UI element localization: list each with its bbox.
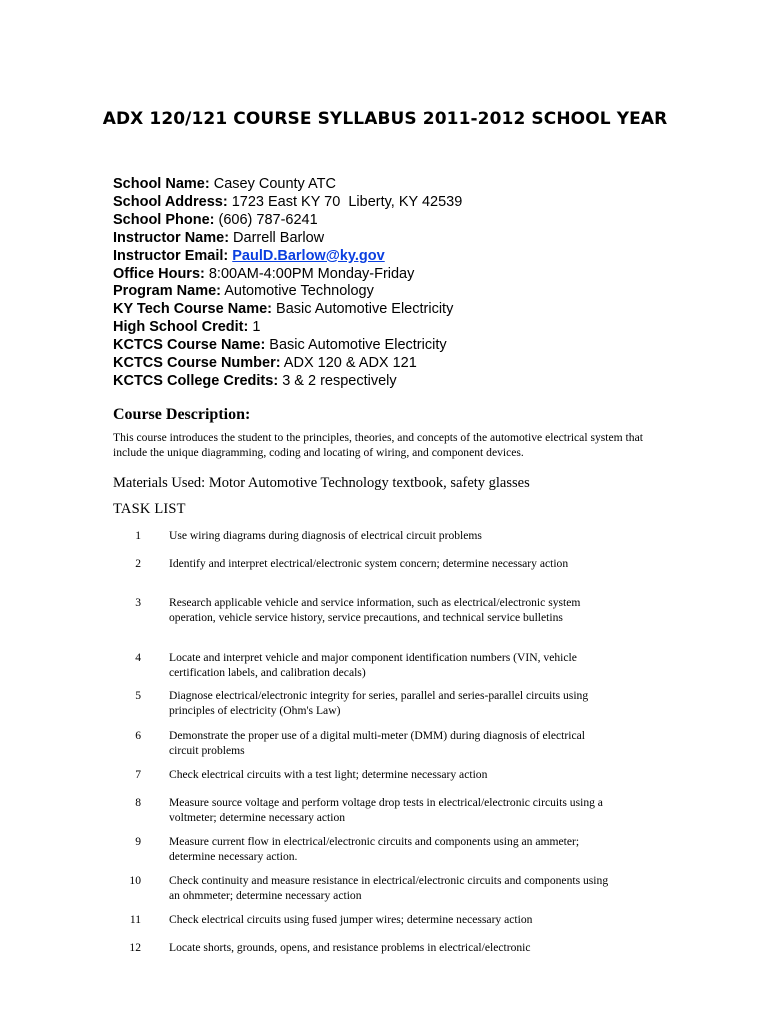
info-row-school-phone <box>113 212 713 230</box>
info-row-school-name <box>113 176 713 194</box>
info-value: (606) 787-6241 <box>214 211 318 228</box>
info-value: Casey County ATC <box>209 176 336 192</box>
info-value: Basic Automotive Electricity <box>272 301 454 318</box>
info-row-kctcs-course-number <box>113 355 713 373</box>
task-text: Diagnose electrical/electronic integrity for series, parallel and series-parallel circuits using principles of electricity (Ohm's Law) <box>169 689 589 717</box>
info-label: KCTCS Course Name: <box>113 337 266 354</box>
task-text: Measure current flow in electrical/electronic circuits and components using an ammeter; determine necessary action. <box>169 835 580 863</box>
task-number: 3 <box>135 596 141 609</box>
task-number: 5 <box>135 689 141 702</box>
info-row-ky-tech-course-name <box>113 301 713 319</box>
task-number: 6 <box>135 729 141 742</box>
info-row-office-hours <box>113 266 713 284</box>
task-number: 7 <box>135 768 141 781</box>
info-value: 1 <box>248 319 261 336</box>
info-label: School Address: <box>113 193 228 210</box>
task-number: 11 <box>129 913 141 926</box>
task-text: Measure source voltage and perform voltage drop tests in electrical/electronic circuits using a voltmeter; determine necessary action <box>169 796 603 824</box>
materials-used: Materials Used: Motor Automotive Technology textbook, safety glasses <box>113 475 530 491</box>
task-text: Demonstrate the proper use of a digital multi-meter (DMM) during diagnosis of electrical circuit problems <box>169 729 585 757</box>
info-value: 3 & 2 respectively <box>278 372 397 389</box>
task-list-heading: TASK LIST <box>113 501 186 517</box>
info-value: Automotive Technology <box>220 283 374 300</box>
info-label: School Name: <box>113 176 210 192</box>
info-label: Program Name: <box>113 283 221 300</box>
task-number: 2 <box>135 557 141 570</box>
course-description-heading: Course Description: <box>113 406 251 423</box>
task-number: 4 <box>135 651 141 664</box>
info-row-kctcs-course-name <box>113 337 713 355</box>
info-label: Instructor Email: <box>113 247 229 264</box>
instructor-email-link[interactable]: PaulD.Barlow@ky.gov <box>232 247 385 264</box>
info-label: Instructor Name: <box>113 229 230 246</box>
info-row-program-name <box>113 283 713 301</box>
task-number: 1 <box>135 529 141 542</box>
task-text: Check electrical circuits with a test light; determine necessary action <box>169 768 488 781</box>
task-number: 10 <box>129 874 141 887</box>
info-value: 8:00AM-4:00PM Monday-Friday <box>204 265 415 282</box>
info-label: High School Credit: <box>113 319 249 336</box>
task-text: Identify and interpret electrical/electronic system concern; determine necessary action <box>169 557 569 570</box>
info-value: Basic Automotive Electricity <box>265 337 447 354</box>
info-row-instructor-email <box>113 248 713 266</box>
info-label: KY Tech Course Name: <box>113 301 273 318</box>
info-label: School Phone: <box>113 211 215 228</box>
task-text: Use wiring diagrams during diagnosis of electrical circuit problems <box>169 529 482 542</box>
school-info-block <box>113 176 713 391</box>
info-value: 1723 East KY 70 Liberty, KY 42539 <box>227 193 463 210</box>
task-number: 8 <box>135 796 141 809</box>
info-row-instructor-name <box>113 230 713 248</box>
task-number: 9 <box>135 835 141 848</box>
task-text: Research applicable vehicle and service information, such as electrical/electronic system operation, vehicle service history, service precautions, and technical service bulletins <box>169 596 581 624</box>
info-value: Darrell Barlow <box>229 229 325 246</box>
course-description-text: This course introduces the student to the principles, theories, and concepts of the automotive electrical system that include the unique diagramming, coding and locating of wiring, and component devices. <box>113 431 643 460</box>
info-label: KCTCS Course Number: <box>113 355 281 372</box>
task-text: Check electrical circuits using fused jumper wires; determine necessary action <box>169 913 533 926</box>
task-text: Locate shorts, grounds, opens, and resistance problems in electrical/electronic <box>169 941 531 954</box>
page-title: ADX 120/121 COURSE SYLLABUS 2011-2012 SCHOOL YEAR <box>102 109 668 129</box>
info-row-school-address <box>113 194 713 212</box>
task-number: 12 <box>129 941 141 954</box>
info-label: Office Hours: <box>113 265 205 282</box>
info-value: ADX 120 & ADX 121 <box>280 355 417 372</box>
info-row-kctcs-college-credits <box>113 373 713 391</box>
info-label: KCTCS College Credits: <box>113 372 279 389</box>
task-text: Check continuity and measure resistance in electrical/electronic circuits and components using an ohmmeter; determine necessary action <box>169 874 609 902</box>
info-row-high-school-credit <box>113 319 713 337</box>
task-text: Locate and interpret vehicle and major component identification numbers (VIN, vehicle certification labels, and calibration decals) <box>169 651 577 679</box>
